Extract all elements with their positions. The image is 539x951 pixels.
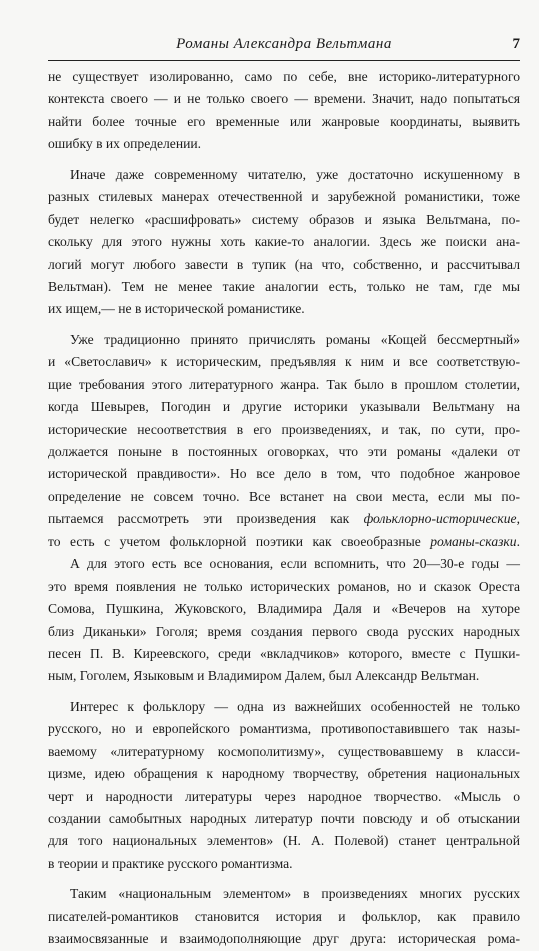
page-header [48, 30, 520, 62]
text-line: и «Светославич» к историческим, предъявляя к ним и все соответствую- [48, 354, 520, 370]
text-line: ваемому «литературному космополитизму», существовавшему в класси- [48, 743, 520, 759]
running-title: Романы Александра Вельтмана [176, 36, 392, 52]
paragraph [48, 696, 520, 876]
text-line: создании самобытных народных литератур почти повсюду и об отыскании [48, 811, 520, 826]
text-line: пытаемся рассмотреть эти произведения как фольклорно-исторические, [48, 511, 520, 527]
header-rule [48, 60, 520, 61]
text-line: близ Диканьки» Гоголя; время создания первого свода русских народных [48, 623, 520, 639]
text-line: ошибку в их определении. [48, 136, 202, 152]
text-line: когда Шевырев, Погодин и другие историки указывали Вельтману на [48, 399, 520, 415]
page-number: 7 [512, 36, 520, 52]
text-line: Сомова, Пушкина, Жуковского, Владимира Даля и «Вечеров на хуторе [48, 601, 520, 617]
text-line: песен П. В. Киреевского, среди «вкладчиков» которого, вместе с Пушки- [48, 645, 520, 661]
text-line: для того национальных элементов» (Н. А. Полевой) станет центральной [48, 833, 520, 849]
text-line: Уже традиционно принято причислять романы «Кощей бессмертный» [70, 331, 520, 347]
text-line: будет нелегко «расшифровать» систему образов и языка Вельтмана, по- [48, 211, 520, 227]
text-line: не существует изолированно, само по себе, вне историко-литературного [48, 69, 520, 84]
text-line: Иначе даже современному читателю, уже достаточно искушенному в [70, 166, 520, 182]
text-line: в теории и практике русского романтизма. [48, 855, 293, 871]
text-line: логий могут любого завести в тупик (на что, собственно, и рассчитывал [48, 256, 520, 272]
text-line: русского, но и европейского романтизма, противопоставившего так назы- [48, 721, 520, 737]
text-line: Таким «национальным элементом» в произведениях многих русских [70, 886, 520, 902]
text-line: взаимосвязанные и взаимодополняющие друг друга: историческая рома- [48, 931, 520, 947]
text-line: то есть с учетом фольклорной поэтики как своеобразные романы-сказки. [48, 533, 520, 549]
text-line: Вельтман). Тем не менее такие аналогии есть, только не там, где мы [48, 278, 520, 294]
paragraph [48, 164, 520, 321]
text-line: черт и народности литературы через народное творчество. «Мысль о [48, 788, 520, 804]
text-line: писателей-романтиков становится история и фольклор, как правило [48, 908, 520, 924]
text-line: это время появления не только исторических романов, но и сказок Ореста [48, 578, 520, 594]
text-line: найти более точные его временные или жанровые координаты, выявить [48, 113, 520, 129]
text-line: определение не совсем точно. Все встанет на свои места, если мы по- [48, 488, 520, 504]
text-line: разных стилевых манерах отечественной и зарубежной романистики, тоже [48, 189, 520, 205]
text-line: должается поныне в постоянных оговорках, что эти романы «далеки от [48, 444, 520, 459]
paragraph [48, 66, 520, 156]
text-line: Интерес к фольклору — одна из важнейших особенностей не только [70, 698, 520, 714]
text-line: щие требования этого литературного жанра. Так было в прошлом столетии, [48, 376, 520, 392]
text-line: скольку для этого нужны хоть какие-то аналогии. Здесь же поиски ана- [48, 234, 520, 250]
text-line: исторической правдивости». Но все дело в том, что подобное жанровое [48, 466, 520, 482]
text-line: А для этого есть все основания, если вспомнить, что 20—30-е годы — [70, 556, 520, 572]
paragraph [48, 329, 520, 688]
text-line: контекста своего — и не только своего — времени. Значит, надо попытаться [48, 91, 520, 107]
paragraph [48, 883, 520, 950]
text-line: их ищем,— не в исторической романистике. [48, 301, 305, 317]
text-line: цизме, идею обращения к народному творчеству, обретения национальных [48, 766, 520, 782]
text-line: исторические несоответствия в его произведениях, и так, по сути, про- [48, 421, 520, 437]
body-text [48, 66, 520, 951]
text-line: ным, Гоголем, Языковым и Владимиром Далем, был Александр Вельтман. [48, 668, 480, 684]
